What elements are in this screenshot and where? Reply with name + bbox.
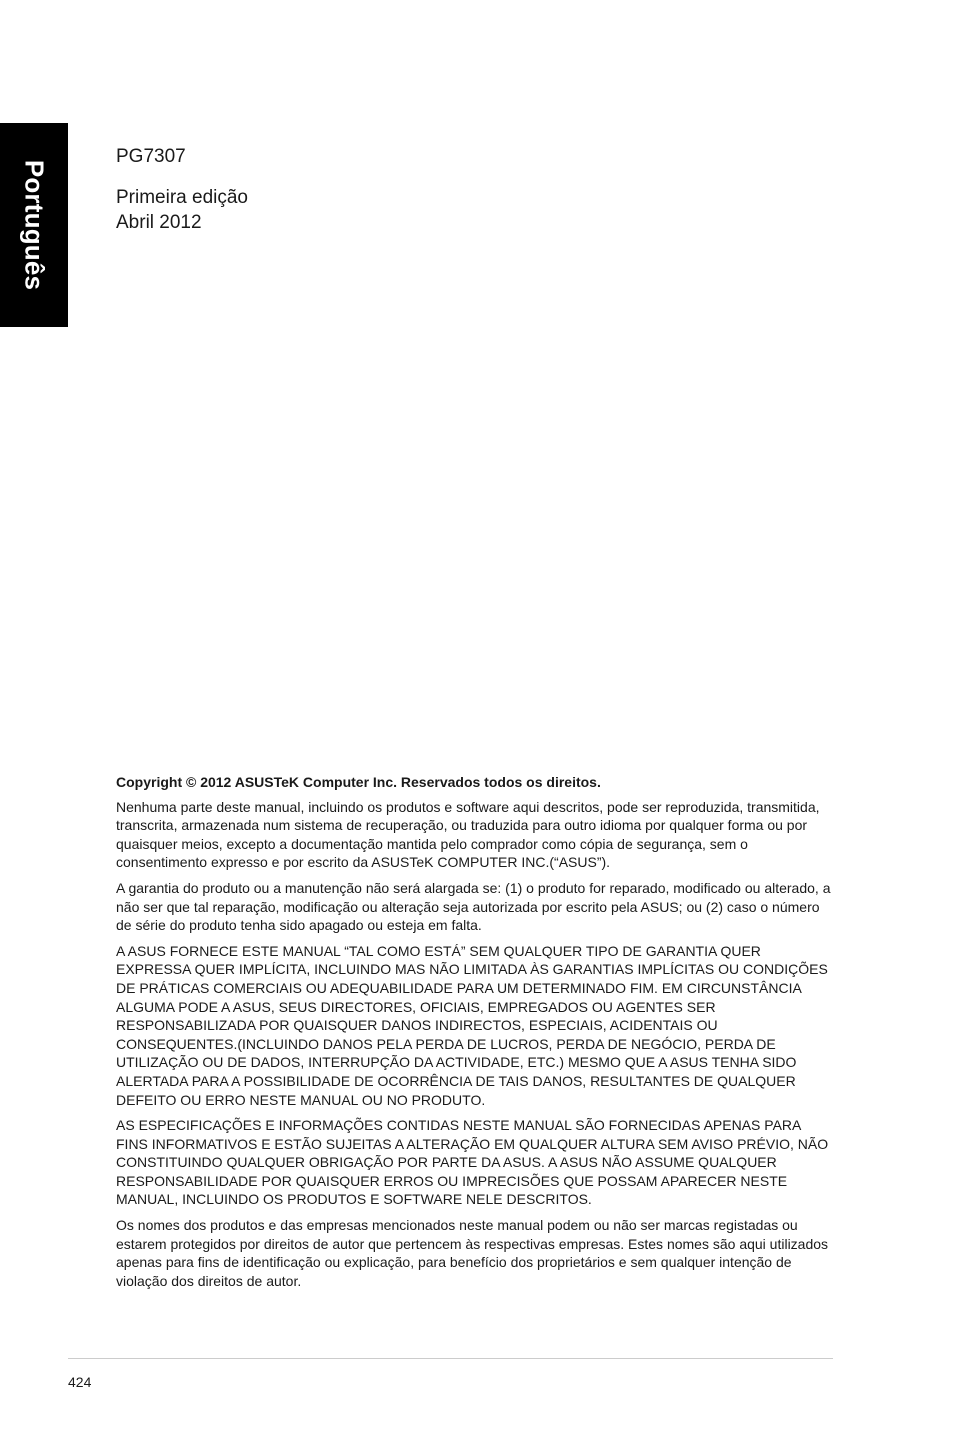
language-side-tab <box>0 123 68 327</box>
edition-block <box>116 185 248 235</box>
model-number: PG7307 <box>116 146 186 167</box>
legal-paragraph-warranty: A garantia do produto ou a manutenção não será alargada se: (1) o produto for reparado, modificado ou alterado, a não ser que tal reparação, modificação ou alteração seja autorizada por escrito pela ASUS; ou (2) caso o número de série do produto tenha sido apagado ou esteja em falta. <box>116 879 831 934</box>
legal-paragraph-trademarks: Os nomes dos produtos e das empresas mencionados neste manual podem ou não ser marcas registadas ou estarem protegidos por direitos de autor que pertencem às respectivas empresas. Estes nomes são aqui utilizados apenas para fins de identificação ou explicação, para benefício dos proprietários e sem qualquer intenção de violação dos direitos de autor. <box>116 1217 829 1289</box>
edition-label: Primeira edição <box>116 187 248 208</box>
copyright-line: Copyright © 2012 ASUSTeK Computer Inc. Reservados todos os direitos. <box>116 774 601 790</box>
footer-divider <box>68 1358 833 1359</box>
legal-notice <box>116 773 836 1297</box>
legal-paragraph-specifications: AS ESPECIFICAÇÕES E INFORMAÇÕES CONTIDAS NESTE MANUAL SÃO FORNECIDAS APENAS PARA FINS INFORMATIVOS E ESTÃO SUJEITAS A ALTERAÇÃO EM QUALQUER ALTURA SEM AVISO PRÉVIO, NÃO CONSTITUINDO QUALQUER OBRIGAÇÃO POR PARTE DA ASUS. A ASUS NÃO ASSUME QUALQUER RESPONSABILIDADE POR QUAISQUER ERROS OU IMPRECISÕES QUE POSSAM APARECER NESTE MANUAL, INCLUINDO OS PRODUTOS E SOFTWARE NELE DESCRITOS. <box>116 1117 829 1208</box>
edition-date: Abril 2012 <box>116 212 202 233</box>
legal-paragraph-disclaimer: A ASUS FORNECE ESTE MANUAL “TAL COMO ESTÁ” SEM QUALQUER TIPO DE GARANTIA QUER EXPRESSA QUER IMPLÍCITA, INCLUINDO MAS NÃO LIMITADA ÀS GARANTIAS IMPLÍCITAS OU CONDIÇÕES DE PRÁTICAS COMERCIAIS OU ADEQUABILIDADE PARA UM DETERMINADO FIM. EM CIRCUNSTÂNCIA ALGUMA PODE A ASUS, SEUS DIRECTORES, OFICIAIS, EMPREGADOS OU AGENTES SER RESPONSABILIZADA POR QUAISQUER DANOS INDIRECTOS, ESPECIAIS, ACIDENTAIS OU CONSEQUENTES.(INCLUINDO DANOS PELA PERDA DE LUCROS, PERDA DE NEGÓCIO, PERDA DE UTILIZAÇÃO OU DE DADOS, INTERRUPÇÃO DA ACTIVIDADE, ETC.) MESMO QUE A ASUS TENHA SIDO ALERTADA PARA A POSSIBILIDADE DE OCORRÊNCIA DE TAIS DANOS, RESULTANTES DE QUALQUER DEFEITO OU ERRO NESTE MANUAL OU NO PRODUTO. <box>116 942 828 1108</box>
language-tab-label: Português <box>19 159 50 291</box>
page-number: 424 <box>68 1374 92 1390</box>
legal-paragraph-reproduction: Nenhuma parte deste manual, incluindo os produtos e software aqui descritos, pode ser reproduzida, transmitida, transcrita, armazenada num sistema de recuperação, ou traduzida para outro idioma por qualquer forma ou por quaisquer meios, excepto a documentação mantida pelo comprador como cópia de segurança, sem o consentimento expresso e por escrito da ASUSTeK COMPUTER INC.(“ASUS”). <box>116 798 820 871</box>
